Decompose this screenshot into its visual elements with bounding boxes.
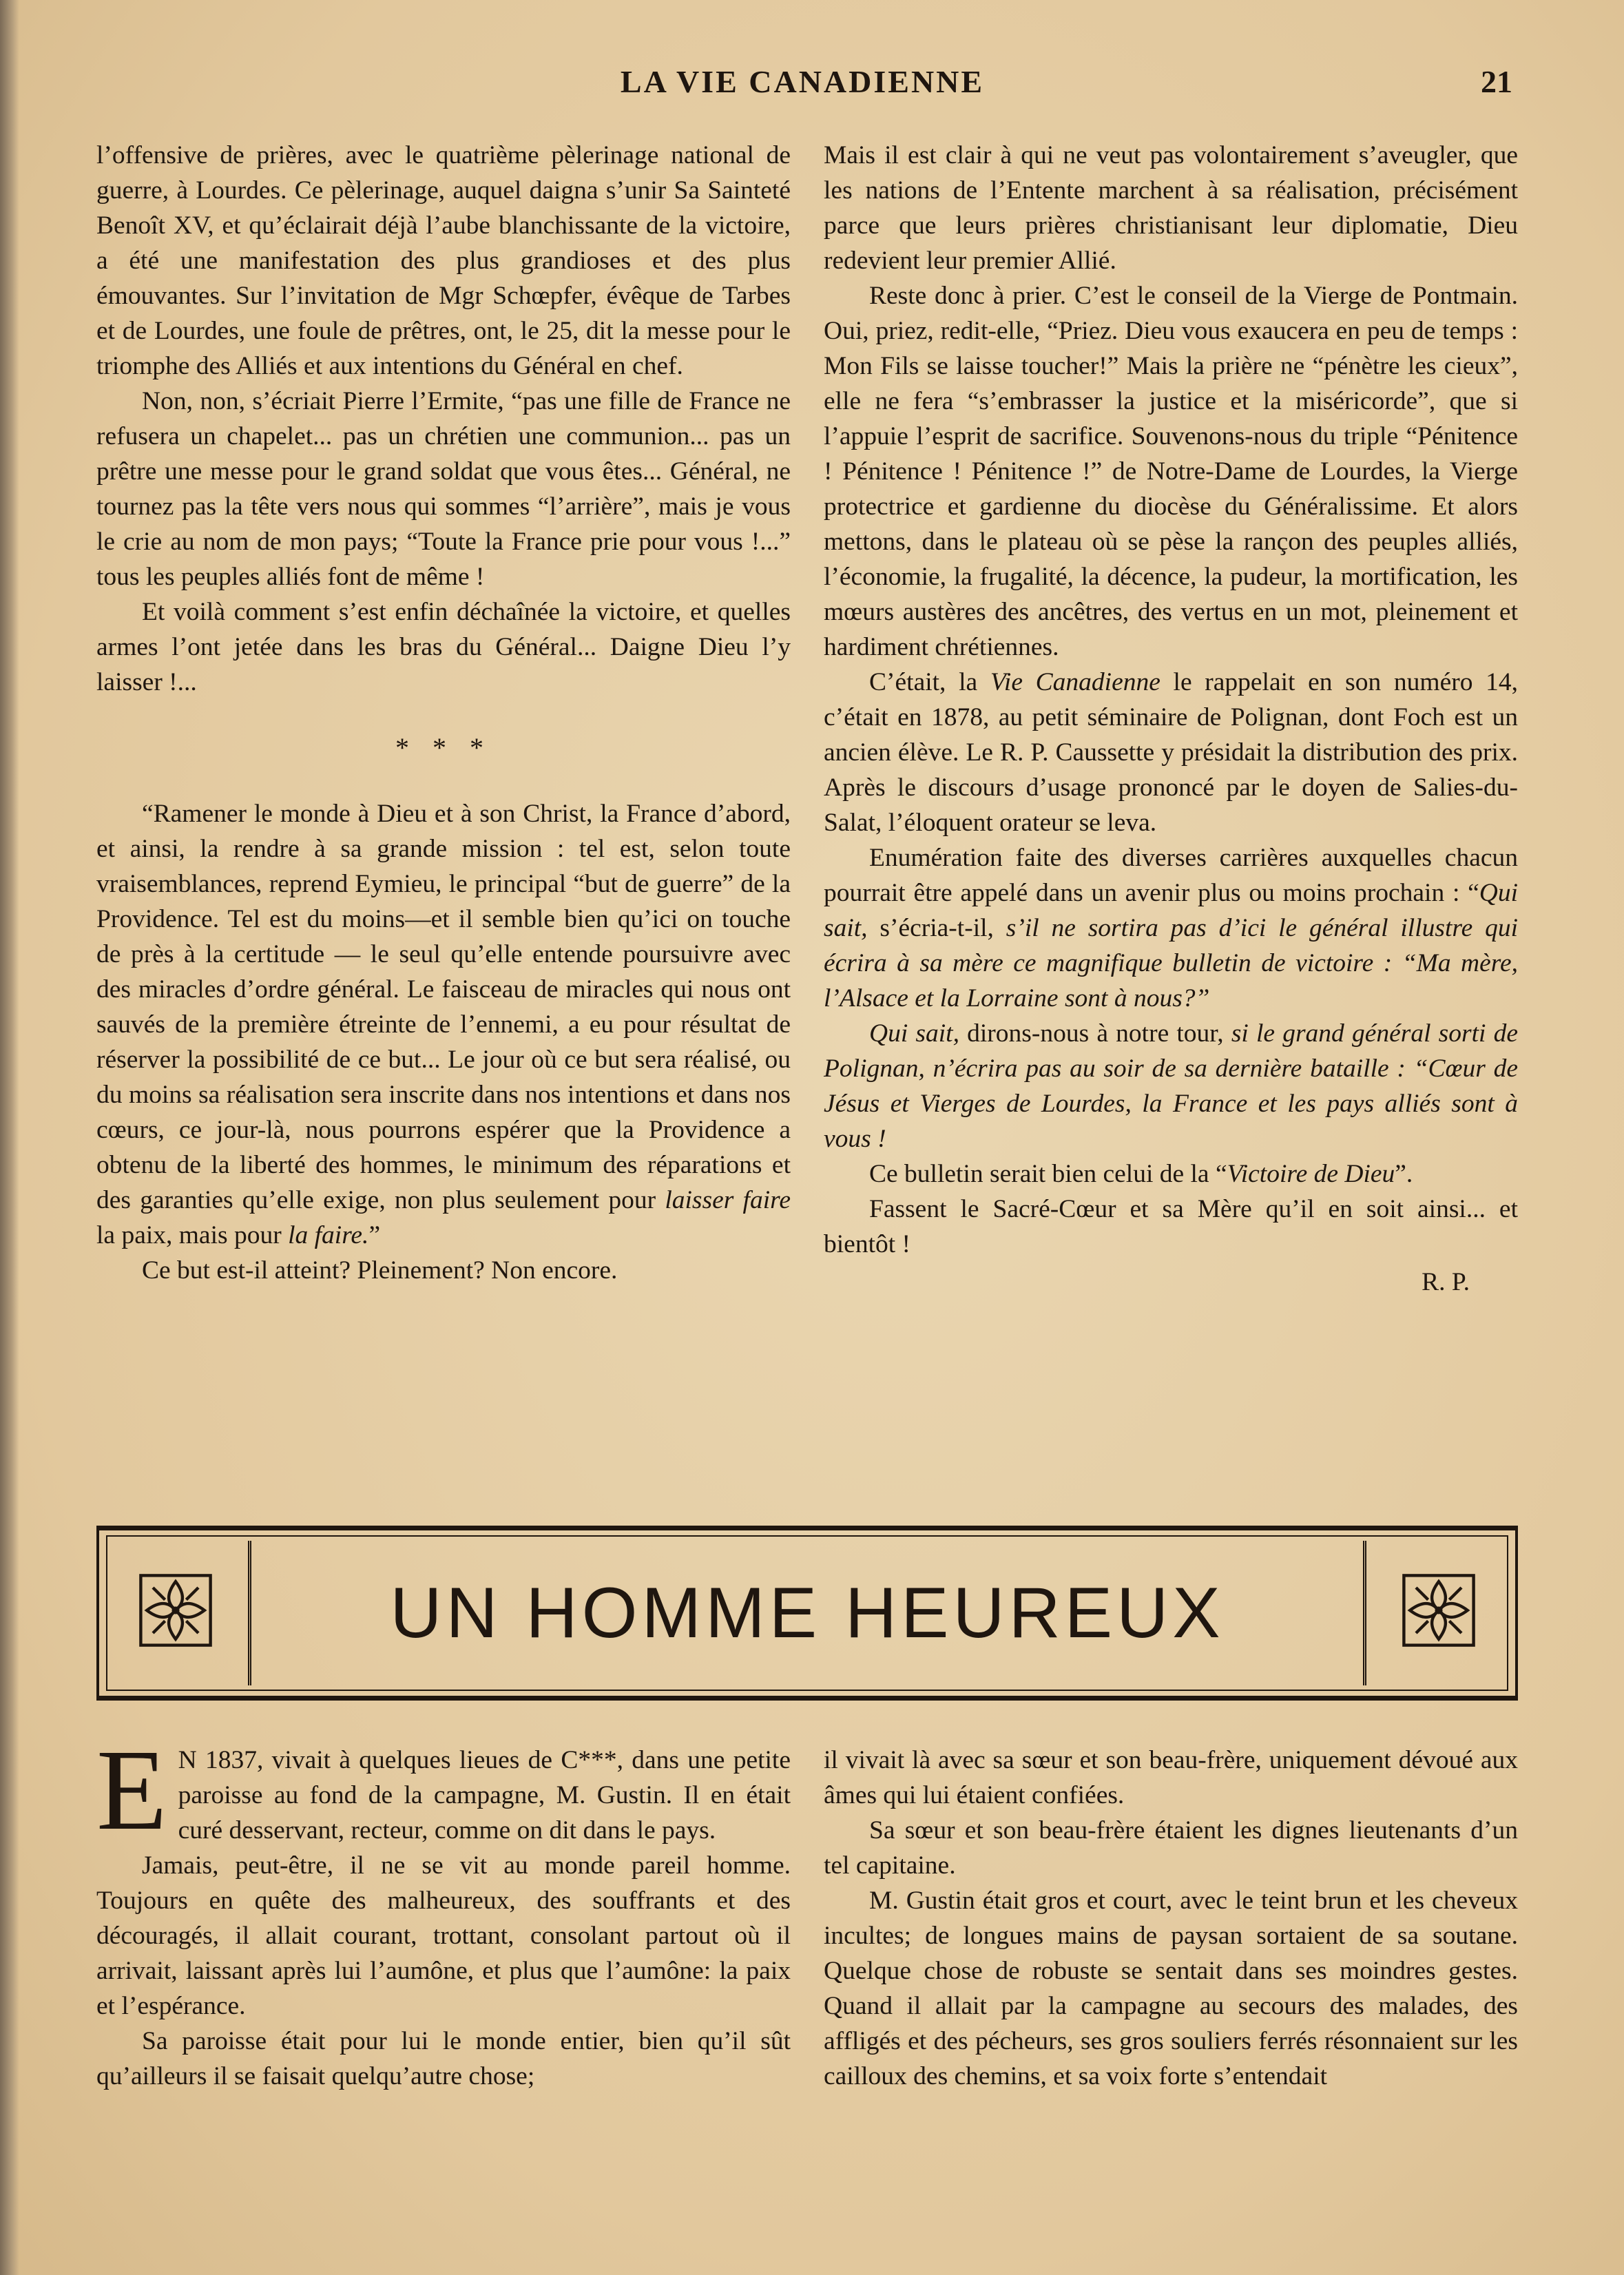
banner-divider-right bbox=[1363, 1541, 1366, 1685]
page-number: 21 bbox=[1481, 64, 1512, 99]
paragraph: Fassent le Sacré-Cœur et sa Mère qu’il en soit ainsi... et bientôt ! bbox=[824, 1195, 1518, 1258]
italic-run: Qui sait, bbox=[824, 879, 1518, 942]
italic-run: la faire. bbox=[288, 1221, 369, 1249]
italic-run: s’il ne sortira pas d’ici le général illustre qui écrira à sa mère ce magnifique bulletin de victoire : “Ma mère, l’Alsace et la Lorraine sont à nous?” bbox=[824, 914, 1518, 1012]
flower-ornament-icon bbox=[1401, 1572, 1477, 1648]
paragraph bbox=[824, 840, 1518, 1016]
article1-column-right bbox=[824, 138, 1518, 1300]
paragraph: il vivait là avec sa sœur et son beau-frère, uniquement dévoué aux âmes qui lui étaient confiées. bbox=[824, 1746, 1518, 1809]
article-title: UN HOMME HEUREUX bbox=[390, 1573, 1225, 1653]
page-spine-shadow bbox=[0, 0, 19, 2275]
article2-column-right bbox=[824, 1743, 1518, 2094]
text-run: Ce bulletin serait bien celui de la “ bbox=[869, 1160, 1227, 1188]
article2-column-left bbox=[96, 1726, 791, 2094]
italic-run: si le grand général sorti de Polignan, n’écrira pas au soir de sa dernière bataille : “Cœur de Jésus et Vierges de Lourdes, la France et les pays alliés sont à vous ! bbox=[824, 1019, 1519, 1153]
text-run: C’était, la bbox=[869, 668, 990, 696]
text-run: la paix, mais pour bbox=[96, 1221, 289, 1249]
text-run: ”. bbox=[1395, 1160, 1413, 1188]
text-run: s’écria-t-il, bbox=[867, 914, 1006, 942]
running-title: LA VIE CANADIENNE bbox=[620, 64, 985, 99]
paragraph bbox=[96, 796, 791, 1253]
paragraph: Mais il est clair à qui ne veut pas volontairement s’aveugler, que les nations de l’Entente marchent à sa réalisation, précisément parce que leurs prières christianisant leur diplomatie, Dieu redevient leur premier Allié. bbox=[824, 141, 1518, 275]
text-run: ” bbox=[368, 1221, 381, 1249]
banner-divider-left bbox=[248, 1541, 251, 1685]
paragraph: M. Gustin était gros et court, avec le teint brun et les cheveux incultes; de longues mains de paysan sortaient de sa soutane. Quelque chose de robuste se sentait dans ses moindres gestes. Quand il allait par la campagne au secours des malades, des affligés et des pécheurs, ses gros souliers ferrés résonnaient sur les cailloux des chemins, et sa voix forte s’entendait bbox=[824, 1887, 1518, 2090]
paragraph bbox=[824, 1016, 1518, 1156]
paragraph bbox=[824, 1156, 1518, 1192]
text-run: le rappelait en son numéro 14, c’était en 1878, au petit séminaire de Polignan, dont Foch est un ancien élève. Le R. P. Caussette y présidait la distribution des prix. Après le discours d’usage prononcé par le doyen de Salies-du-Salat, l’éloquent orateur se leva. bbox=[824, 668, 1519, 837]
paragraph: l’offensive de prières, avec le quatrième pèlerinage national de guerre, à Lourdes. Ce pèlerinage, auquel daigna s’unir Sa Sainteté Benoît XV, et qu’éclairait déjà l’aube blanchissante de la victoire, a été une manifestation des plus grandioses et des plus émouvantes. Sur l’invitation de Mgr Schœpfer, évêque de Tarbes et de Lourdes, une foule de prêtres, ont, le 25, dit la messe pour le triomphe des Alliés et aux intentions du Général en chef. bbox=[96, 141, 791, 380]
paragraph: Non, non, s’écriait Pierre l’Ermite, “pas une fille de France ne refusera un chapelet... pas un chrétien une communion... pas un prêtre une messe pour le grand soldat que vous êtes... Général, ne tournez pas la tête vers nous qui sommes “l’arrière”, mais je vous le crie au nom de mon pays; “Toute la France prie pour vous !...” tous les peuples alliés font de même ! bbox=[96, 387, 791, 591]
text-run: dirons-nous à notre tour, bbox=[959, 1019, 1231, 1048]
italic-run: Vie Canadienne bbox=[990, 668, 1160, 696]
article1-column-left bbox=[96, 138, 791, 1288]
paragraph: Reste donc à prier. C’est le conseil de la Vierge de Pontmain. Oui, priez, redit-elle, “Priez. Dieu vous exaucera en peu de temps : Mon Fils se laisse toucher!” Mais la prière ne “pénètre les cieux”, elle ne fera “s’embrasser la justice et la miséricorde”, que si l’appuie l’esprit de sacrifice. Souvenons-nous du triple “Pénitence ! Pénitence ! Pénitence !” de Notre-Dame de Lourdes, la Vierge protectrice et gardienne du diocèse du Généralissime. Et alors mettons, dans le plateau où se pèse la rançon des peuples alliés, l’économie, la frugalité, la décence, la pudeur, la mortification, les mœurs austères des ancêtres, des vertus en un mot, pleinement et hardiment chrétiennes. bbox=[824, 282, 1518, 661]
paragraph: Ce but est-il atteint? Pleinement? Non encore. bbox=[142, 1256, 618, 1285]
flower-ornament-icon bbox=[138, 1572, 214, 1648]
paragraph bbox=[96, 1726, 791, 1854]
paragraph: Sa sœur et son beau-frère étaient les dignes lieutenants d’un tel capitaine. bbox=[824, 1816, 1518, 1880]
paragraph bbox=[824, 665, 1518, 840]
author-signature: R. P. bbox=[1422, 1268, 1470, 1296]
text-run: “Ramener le monde à Dieu et à son Christ, la France d’abord, et ainsi, la rendre à sa grande mission : tel est, selon toute vraisemblances, reprend Eymieu, le principal “but de guerre” de la Providence. Tel est du moins—et il semble bien qu’ici on touche de près à la certitude — le seul qu’elle entende poursuivre avec des miracles d’ordre général. Le faisceau de miracles qui nous ont sauvés de la première étreinte de l’ennemi, a eu pour résultat de réserver la possibilité de ce but... Le jour où ce but sera réalisé, ou du moins sa réalisation sera inscrite dans nos intentions et dans nos cœurs, ce jour-là, nous pourrons espérer que la Providence a obtenu de la liberté des hommes, le minimum des réparations et des garanties qu’elle exige, non plus seulement pour bbox=[96, 800, 791, 1214]
italic-run: Qui sait, bbox=[869, 1019, 959, 1048]
paragraph: Et voilà comment s’est enfin déchaînée la victoire, et quelles armes l’ont jetée dans les bras du Général... Daigne Dieu l’y laisser !... bbox=[96, 598, 791, 696]
italic-run: Victoire de Dieu bbox=[1227, 1160, 1395, 1188]
paragraph: Sa paroisse était pour lui le monde entier, bien qu’il sût qu’ailleurs il se faisait quelqu’autre chose; bbox=[96, 2027, 791, 2090]
text-run: Enumération faite des diverses carrières auxquelles chacun pourrait être appelé dans un avenir plus ou moins prochain : “ bbox=[824, 844, 1518, 907]
asterism-separator: * * * bbox=[395, 732, 492, 763]
text-run: N 1837, vivait à quelques lieues de C***, dans une petite paroisse au fond de la campagne, M. Gustin. Il en était curé desservant, recteur, comme on dit dans le pays. bbox=[178, 1746, 791, 1845]
paragraph: Jamais, peut-être, il ne se vit au monde pareil homme. Toujours en quête des malheureux, des souffrants et des découragés, il allait courant, trottant, consolant partout où il arrivait, laissant après lui l’aumône, et plus que l’aumône: la paix et l’espérance. bbox=[96, 1851, 791, 2020]
drop-cap: E bbox=[96, 1726, 167, 1854]
italic-run: laisser faire bbox=[665, 1186, 791, 1214]
article-title-banner bbox=[96, 1526, 1518, 1701]
